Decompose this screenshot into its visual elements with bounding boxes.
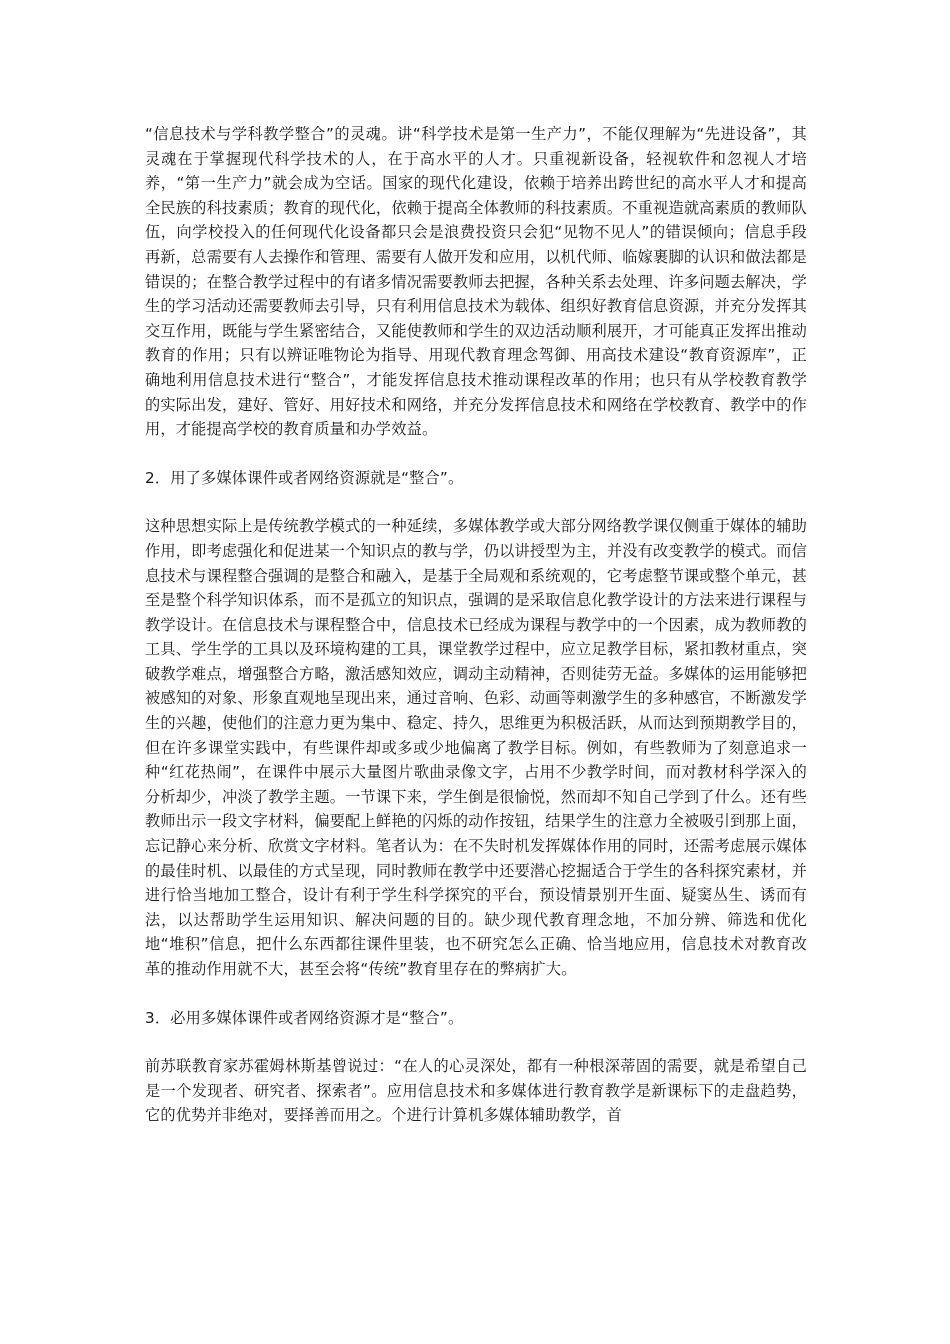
section-heading-2: 2．用了多媒体课件或者网络资源就是“整合”。 xyxy=(145,468,464,487)
paragraph-1: “信息技术与学科教学整合”的灵魂。讲“科学技术是第一生产力”，不能仅理解为“先进设备”，其灵魂在于掌握现代科学技术的人，在于高水平的人才。只重视新设备，轻视软件和忽视人才培养，“第一生产力”就会成为空话。国家的现代化建设，依赖于培养出跨世纪的高水平人才和提高全民族的科技素质；教育的现代化，依赖于提高全体教师的科技素质。不重视造就高素质的教师队伍，向学校投入的任何现代化设备都只会是浪费投资只会犯“见物不见人”的错误倾向；信息手段再新，总需要有人去操作和管理、需要有人做开发和应用，以机代师、临嫁裹脚的认识和做法都是错误的；在整合教学过程中的有诸多情况需要教师去把握，各种关系去处理、许多问题去解决，学生的学习活动还需要教师去引导，只有利用信息技术为载体、组织好教育信息资源，并充分发挥其交互作用，既能与学生紧密结合，又能使教师和学生的双边活动顺利展开，才可能真正发挥出推动教育的作用；只有以辨证唯物论为指导、用现代教育理念驾御、用高技术建设“教育资源库”，正确地利用信息技术进行“整合”，才能发挥信息技术推动课程改革的作用；也只有从学校教育教学的实际出发，建好、管好、用好技术和网络，并充分发挥信息技术和网络在学校教育、教学中的作用，才能提高学校的教育质量和办学效益。 xyxy=(145,125,807,439)
section-heading-3: 3．必用多媒体课件或者网络资源才是“整合”。 xyxy=(145,1008,464,1027)
paragraph-2: 这种思想实际上是传统教学模式的一种延续，多媒体教学或大部分网络教学课仅侧重于媒体的辅助作用，即考虑强化和促进某一个知识点的教与学，仍以讲授型为主，并没有改变教学的模式。而信息技术与课程整合强调的是整合和融入，是基于全局观和系统观的，它考虑整节课或整个单元，甚至是整个科学知识体系，而不是孤立的知识点，强调的是采取信息化教学设计的方法来进行课程与教学设计。在信息技术与课程整合中，信息技术已经成为课程与教学中的一个因素，成为教师教的工具、学生学的工具以及环境构建的工具，课堂教学过程中，应立足教学目标，紧扣教材重点，突破教学难点，增强整合方略，激活感知效应，调动主动精神，否则徒劳无益。多媒体的运用能够把被感知的对象、形象直观地呈现出来，通过音响、色彩、动画等刺激学生的多种感官，不断激发学生的兴趣，使他们的注意力更为集中、稳定、持久，思维更为积极活跃，从而达到预期教学目的，但在许多课堂实践中，有些课件却或多或少地偏离了教学目标。例如，有些教师为了刻意追求一种“红花热闹”，在课件中展示大量图片歌曲录像文字，占用不少教学时间，而对教材科学深入的分析却少，冲淡了教学主题。一节课下来，学生倒是很愉悦，然而却不知自己学到了什么。还有些教师出示一段文字材料，偏要配上鲜艳的闪烁的动作按钮，结果学生的注意力全被吸引到那上面，忘记静心来分析、欣赏文字材料。笔者认为：在不失时机发挥媒体作用的同时，还需考虑展示媒体的最佳时机、以最佳的方式呈现，同时教师在教学中还要潜心挖掘适合于学生的各科探究素材，并进行恰当地加工整合，设计有利于学生科学探究的平台，预设情景别开生面、疑窦丛生、诱而有法，以达帮助学生运用知识、解决问题的目的。缺少现代教育理念地，不加分辨、筛选和优化地“堆积”信息，把什么东西都往课件里装，也不研究怎么正确、恰当地应用，信息技术对教育改革的推动作用就不大，甚至会将“传统”教育里存在的弊病扩大。 xyxy=(145,517,807,978)
paragraph-3: 前苏联教育家苏霍姆林斯基曾说过：“在人的心灵深处，都有一种根深蒂固的需要，就是希望自己是一个发现者、研究者、探索者”。应用信息技术和多媒体进行教育教学是新课标下的走盘趋势，它的优势并非绝对，要择善而用之。个进行计算机多媒体辅助教学，首 xyxy=(145,1057,807,1125)
document-body xyxy=(145,122,807,1128)
